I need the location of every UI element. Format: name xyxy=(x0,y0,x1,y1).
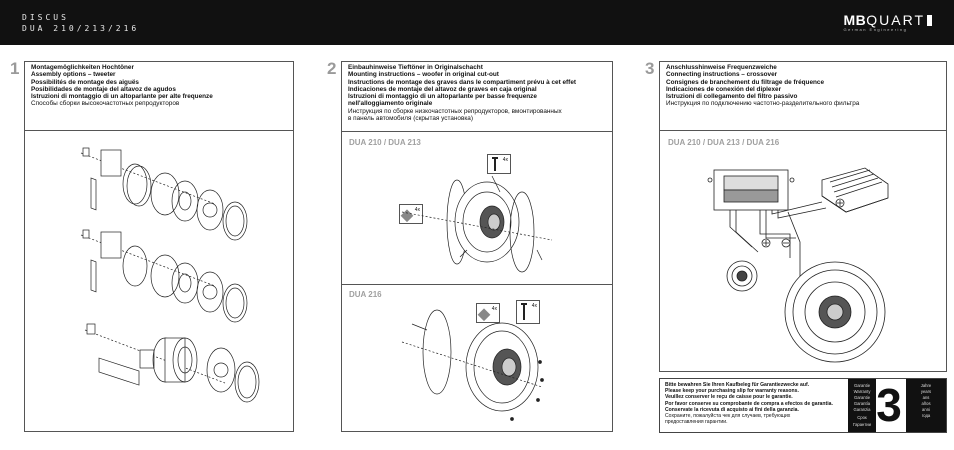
header-bar xyxy=(0,0,954,45)
woofer-210-213-assembly xyxy=(402,176,552,272)
term: Garantie xyxy=(853,395,871,401)
woofer-mounting-panel xyxy=(341,61,613,432)
instruction-ru: Способы сборки высокочастотных репродукторов xyxy=(31,100,180,108)
instruction-it: Istruzioni di montaggio di un altoparlante per basse frequenze xyxy=(348,93,537,101)
term: Warranty xyxy=(853,389,871,395)
woofer-216-assembly xyxy=(402,310,544,421)
year-unit: ans xyxy=(922,395,930,401)
warranty-ru: Сохраните, пожалуйста чек для случаев, требующих xyxy=(665,413,791,420)
logo-quart: QUART xyxy=(866,12,925,28)
instruction-en: Connecting instructions – crossover xyxy=(666,71,778,79)
logo-mb: MB xyxy=(843,12,867,28)
instruction-es: Indicaciones de montaje del altavoz de graves en caja original xyxy=(348,85,537,93)
models-label-210-213: DUA 210 / DUA 213 xyxy=(349,138,421,147)
instruction-ru-2: в панель автомобиля (скрытая установка) xyxy=(348,115,473,123)
instruction-es: Posibilidades de montaje del altavoz de agudos xyxy=(31,85,176,93)
instruction-de: Einbauhinweise Tieftöner in Originalschacht xyxy=(348,64,483,71)
term: Срок Гарантии xyxy=(853,415,871,427)
warranty-de: Bitte bewahren Sie Ihren Kaufbeleg für Garantiezwecke auf. xyxy=(665,382,810,388)
logo-tagline: German Engineering xyxy=(843,27,908,32)
warranty-ru-2: предоставления гарантии. xyxy=(665,419,728,426)
crossover-unit xyxy=(708,170,794,210)
step-number-1: 1 xyxy=(10,59,20,78)
warranty-terms xyxy=(848,383,876,428)
qty-label: 4x xyxy=(502,157,508,163)
warranty-text xyxy=(665,382,833,425)
warranty-es: Por favor conserve su comprobante de compra a efectos de garantia. xyxy=(665,400,833,407)
instruction-it: Istruzioni di montaggio di un altoparlante per alte frequenze xyxy=(31,93,213,101)
instruction-it-2: nell'alloggiamento originale xyxy=(348,100,433,108)
year-unit: года xyxy=(921,413,931,419)
qty-label: 4x xyxy=(491,306,497,312)
series-name: DISCUS xyxy=(22,13,69,22)
tweeter-option-flush xyxy=(81,230,247,322)
year-unit: anni xyxy=(922,407,930,413)
models-label: DUA 210 / DUA 213 / DUA 216 xyxy=(668,138,780,147)
instruction-fr: Instructions de montage des graves dans le compartiment prévu à cet effet xyxy=(348,78,576,86)
crossover-wiring-diagram xyxy=(660,62,948,373)
logo-bar-icon xyxy=(927,15,932,26)
woofer-speaker xyxy=(785,262,885,362)
qty-label: 4x xyxy=(414,207,420,213)
year-unit: Jahre xyxy=(920,383,932,388)
woofer-exploded-diagram xyxy=(342,62,614,433)
instruction-es: Indicaciones de conexión del diplexer xyxy=(666,85,782,93)
term: Garantie xyxy=(853,383,871,388)
tweeter-speaker xyxy=(727,261,757,291)
warranty-notice xyxy=(659,378,947,433)
brand-logo xyxy=(843,12,932,32)
warranty-years xyxy=(906,383,946,420)
instruction-it: Istruzioni di collegamento del filtro passivo xyxy=(666,93,798,101)
instruction-ru: Инструкция по подключению частотно-разделительного фильтра xyxy=(666,100,860,108)
step-number-3: 3 xyxy=(645,59,655,78)
amplifier-unit xyxy=(822,168,888,212)
models-label-216: DUA 216 xyxy=(349,290,382,299)
instruction-en: Mounting instructions – woofer in original cut-out xyxy=(348,71,499,79)
step-number-2: 2 xyxy=(327,59,337,78)
instruction-de: Montagemöglichkeiten Hochtöner xyxy=(31,64,134,71)
term: Garantía xyxy=(853,401,871,407)
instruction-ru: Инструкция по сборке низкочастотных репродукторов, вмонтированных xyxy=(348,107,562,115)
instruction-fr: Possibilités de montage des aiguës xyxy=(31,78,139,86)
year-unit: años xyxy=(921,401,931,407)
tweeter-assembly-panel xyxy=(24,61,294,432)
instruction-fr: Consignes de branchement du filtrage de fréquence xyxy=(666,78,825,86)
instruction-de: Anschlusshinweise Frequenzweiche xyxy=(666,64,777,71)
tweeter-exploded-diagram xyxy=(25,62,295,433)
tweeter-option-surface xyxy=(81,148,247,240)
warranty-it: Conservate la ricevuta di acquisto ai fini della garanzia. xyxy=(665,406,799,413)
tweeter-option-angled xyxy=(85,324,259,402)
crossover-panel xyxy=(659,61,947,372)
warranty-en: Please keep your purchasing slip for warranty reasons. xyxy=(665,388,799,395)
year-unit: years xyxy=(920,389,932,395)
warranty-fr: Veuillez conserver le reçu de caisse pour le garantie. xyxy=(665,394,793,401)
term: Garanzia xyxy=(853,407,871,413)
model-numbers: DUA 210/213/216 xyxy=(22,24,140,33)
warranty-years-number: 3 xyxy=(876,379,902,431)
qty-label: 4x xyxy=(531,303,537,309)
instruction-en: Assembly options – tweeter xyxy=(31,71,116,79)
